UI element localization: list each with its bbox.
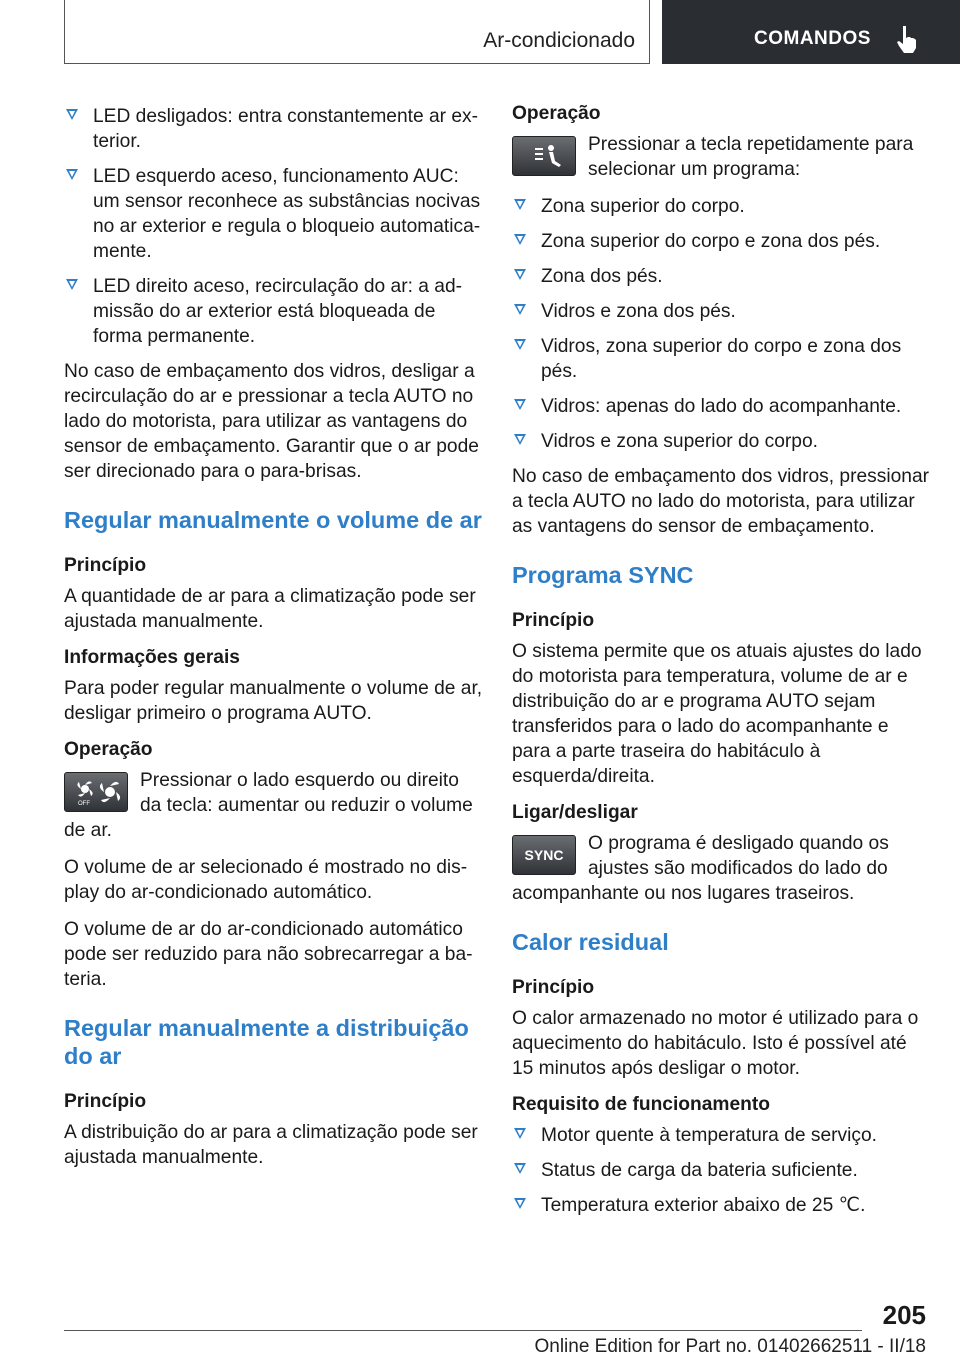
bullet-triangle-icon [514, 199, 526, 210]
heading-air-volume: Regular manualmente o volume de ar [64, 507, 482, 533]
bullet-triangle-icon [514, 234, 526, 245]
header-section-box [64, 0, 650, 64]
subheading-general-info: Informações gerais [64, 647, 240, 668]
paragraph-principle: A distribuição do ar para a climatização pode ser ajustada manualmente. [64, 1122, 478, 1168]
list-item: LED desligados: entra constantemente ar ex‐terior. [64, 104, 484, 154]
paragraph-on-off: O programa é desligado quando os ajustes são modificados do lado do acompanhante ou nos lugares traseiros. [512, 833, 889, 904]
heading-air-distribution: Regular manualmente a distribuição do ar [64, 1015, 469, 1069]
air-distribution-icon [513, 137, 575, 175]
page-number: 205 [882, 1300, 926, 1330]
subheading-operation: Operação [512, 103, 601, 124]
heading-sync-program: Programa SYNC [512, 562, 694, 588]
operation-block [512, 132, 932, 182]
list-item: Vidros, zona superior do corpo e zona dos pés. [512, 334, 932, 384]
bullet-triangle-icon [514, 1198, 526, 1209]
subheading-principle: Princípio [64, 555, 147, 576]
paragraph-principle: A quantidade de ar para a climatização pode ser ajustada manualmente. [64, 586, 476, 632]
svg-text:OFF: OFF [78, 801, 90, 807]
chapter-title: COMANDOS [754, 28, 871, 49]
air-distribution-key-image [512, 136, 576, 176]
bullet-triangle-icon [514, 339, 526, 350]
list-item: Status de carga da bateria suficiente. [512, 1158, 932, 1183]
bullet-triangle-icon [514, 434, 526, 445]
list-item: Temperatura exterior abaixo de 25 ℃. [512, 1193, 932, 1218]
bullet-triangle-icon [66, 109, 78, 120]
sync-block [512, 831, 932, 906]
list-item: Zona superior do corpo e zona dos pés. [512, 229, 932, 254]
subheading-principle: Princípio [64, 1091, 147, 1112]
bullet-triangle-icon [514, 399, 526, 410]
operation-block [64, 768, 484, 843]
list-item: Vidros e zona superior do corpo. [512, 429, 932, 454]
fan-key-image [64, 772, 128, 812]
subheading-requirement: Requisito de funcionamento [512, 1094, 770, 1115]
bullet-triangle-icon [514, 269, 526, 280]
paragraph-principle: O calor armazenado no motor é utilizado para o aquecimento do habitáculo. Isto é possível até 15 minutos após desligar o motor. [512, 1008, 919, 1079]
footer-divider [64, 1330, 862, 1331]
bullet-triangle-icon [514, 1128, 526, 1139]
heading-residual-heat: Calor residual [512, 929, 669, 955]
paragraph-volume-display: O volume de ar selecionado é mostrado no dis‐play do ar-condicionado automático. [64, 857, 468, 903]
paragraph-principle: O sistema permite que os atuais ajustes do lado do motorista para temperatura, volume de ar e distribuição do ar e programa AUTO sejam transferidos para o lado do acompanhante e para a parte traseira do habitáculo à esquerda/direita. [512, 641, 922, 787]
bullet-triangle-icon [66, 169, 78, 180]
paragraph-fog: No caso de embaçamento dos vidros, desligar a recirculação do ar e pressionar a tecla AUTO no lado do motorista, para utilizar as vantagens do sensor de embaçamento. Garantir que o ar pode ser direcionado para o para-brisas. [64, 361, 479, 482]
list-item: Zona superior do corpo. [512, 194, 932, 219]
list-item: Vidros: apenas do lado do acompanhante. [512, 394, 932, 419]
bullet-triangle-icon [514, 1163, 526, 1174]
paragraph-operation: Pressionar o lado esquerdo ou direito da tecla: aumentar ou reduzir o volume de ar. [64, 770, 473, 841]
fan-icon [65, 773, 127, 811]
paragraph-volume-reduced: O volume de ar do ar-condicionado automático pode ser reduzido para não sobrecarregar a ba‐teria. [64, 919, 473, 990]
list-item: Zona dos pés. [512, 264, 932, 289]
list-item: LED direito aceso, recirculação do ar: a ad‐missão do ar exterior está bloqueada de forma permanente. [64, 274, 484, 349]
chapter-tab [662, 0, 960, 64]
section-title: Ar-condicionado [483, 29, 635, 52]
left-column [64, 104, 484, 1182]
list-item: Motor quente à temperatura de serviço. [512, 1123, 932, 1148]
subheading-on-off: Ligar/desligar [512, 802, 638, 823]
paragraph-general-info: Para poder regular manualmente o volume de ar, desligar primeiro o programa AUTO. [64, 678, 483, 724]
bullet-triangle-icon [66, 279, 78, 290]
footer-edition: Online Edition for Part no. 01402662511 - II/18 [534, 1336, 926, 1357]
subheading-principle: Princípio [512, 977, 595, 998]
subheading-operation: Operação [64, 739, 153, 760]
paragraph-fog: No caso de embaçamento dos vidros, pressionar a tecla AUTO no lado do motorista, para utilizar as vantagens do sensor de embaçamento. [512, 466, 930, 537]
subheading-principle: Princípio [512, 610, 595, 631]
bullet-triangle-icon [514, 304, 526, 315]
paragraph-operation: Pressionar a tecla repetidamente para selecionar um programa: [588, 134, 914, 180]
sync-key-image: SYNC [512, 835, 576, 875]
list-item: Vidros e zona dos pés. [512, 299, 932, 324]
pointing-hand-icon [894, 24, 920, 54]
list-item: LED esquerdo aceso, funcionamento AUC: um sensor reconhece as substâncias nocivas no ar exterior e regula o bloqueio automatica‐mente. [64, 164, 484, 264]
right-column [512, 98, 932, 1228]
